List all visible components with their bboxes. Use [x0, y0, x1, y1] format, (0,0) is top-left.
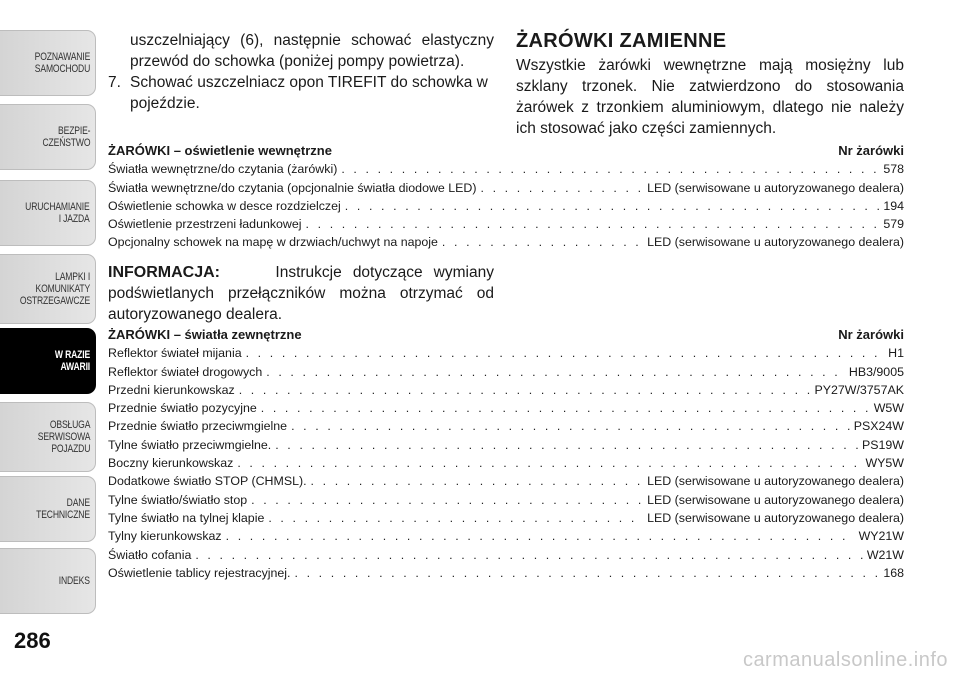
- row-value: PY27W/3757AK: [814, 382, 904, 397]
- table-header-left: ŻARÓWKI – oświetlenie wewnętrzne: [108, 143, 332, 158]
- row-value: LED (serwisowane u autoryzowanego dealera): [647, 492, 904, 507]
- table-row: [108, 363, 904, 381]
- row-label: Reflektor świateł drogowych: [108, 364, 263, 379]
- table-header: [108, 142, 904, 160]
- tab-label: W RAZIE AWARII: [54, 349, 90, 373]
- row-value: WY5W: [865, 456, 904, 471]
- row-label: Przedni kierunkowskaz: [108, 382, 235, 397]
- row-value: 194: [883, 198, 904, 213]
- row-label: Tylny kierunkowskaz: [108, 529, 222, 544]
- row-value: W21W: [866, 547, 904, 562]
- row-value: LED (serwisowane u autoryzowanego dealera): [647, 510, 904, 525]
- row-label: Oświetlenie tablicy rejestracyjnej.: [108, 565, 291, 580]
- table-row: [108, 399, 904, 417]
- right-column: [516, 30, 904, 139]
- row-value: 579: [883, 217, 904, 232]
- tab-obsluga-serwisowa[interactable]: [0, 402, 96, 472]
- row-value: HB3/9005: [848, 364, 904, 379]
- tab-dane-techniczne[interactable]: [0, 476, 96, 542]
- table-header: [108, 326, 904, 344]
- tab-label: DANE TECHNICZNE: [36, 497, 90, 521]
- interior-bulbs-table: [108, 142, 904, 252]
- row-label: Przednie światło przeciwmgielne: [108, 419, 288, 434]
- tab-label: INDEKS: [58, 575, 90, 587]
- row-value: LED (serwisowane u autoryzowanego dealera): [647, 180, 904, 195]
- tab-bezpieczenstwo[interactable]: [0, 104, 96, 170]
- tab-label: OBSŁUGA SERWISOWA POJAZDU: [37, 419, 90, 455]
- watermark: carmanualsonline.info: [742, 649, 948, 671]
- row-label: Oświetlenie schowka w desce rozdzielczej: [108, 198, 341, 213]
- row-label: Światła wewnętrzne/do czytania (żarówki): [108, 162, 338, 177]
- info-label: INFORMACJA:: [108, 264, 220, 281]
- info-text: Instrukcje dotyczące wymiany podświetlanych przełączników można otrzymać od autoryzowanego dealera.: [108, 264, 494, 323]
- chapter-sidebar: [0, 0, 100, 678]
- table-header-right: Nr żarówki: [838, 143, 904, 158]
- info-note: [108, 262, 494, 325]
- table-row: [108, 436, 904, 454]
- row-value: PSX24W: [853, 419, 904, 434]
- row-value: H1: [888, 346, 904, 361]
- table-row: [108, 160, 904, 178]
- table-row: [108, 527, 904, 545]
- table-row: [108, 454, 904, 472]
- row-label: Tylne światło na tylnej klapie: [108, 510, 265, 525]
- row-label: Dodatkowe światło STOP (CHMSL).: [108, 474, 307, 489]
- tab-label: POZNAWANIE SAMOCHODU: [34, 51, 90, 75]
- section-title: ŻARÓWKI ZAMIENNE: [516, 30, 727, 52]
- tab-label: BEZPIE- CZEŃSTWO: [42, 125, 90, 149]
- row-label: Boczny kierunkowskaz: [108, 456, 234, 471]
- table-row: [108, 546, 904, 564]
- page-number: 286: [14, 628, 51, 653]
- row-value: W5W: [873, 401, 904, 416]
- step-number: 7.: [108, 74, 121, 91]
- row-label: Tylne światło/światło stop: [108, 492, 248, 507]
- tab-lampki-i-komunikaty[interactable]: [0, 254, 96, 324]
- step-text: Schować uszczelniacz opon TIREFIT do schowka w pojeździe.: [130, 74, 488, 112]
- table-row: [108, 179, 904, 197]
- table-row: [108, 417, 904, 435]
- tab-label: LAMPKI I KOMUNIKATY OSTRZEGAWCZE: [19, 271, 90, 307]
- table-row: [108, 215, 904, 233]
- tab-uruchamianie-i-jazda[interactable]: [0, 180, 96, 246]
- table-row: [108, 472, 904, 490]
- row-label: Światła wewnętrzne/do czytania (opcjonalnie światła diodowe LED): [108, 180, 477, 195]
- table-row: [108, 509, 904, 527]
- section-text: Wszystkie żarówki wewnętrzne mają mosiężny lub szklany trzonek. Nie zatwierdzono do stosowania żarówek z trzonkiem aluminiowym, dlatego nie należy ich stosować jako części zamiennych.: [516, 57, 904, 137]
- continuation-text: uszczelniający (6), następnie schować elastyczny przewód do schowka (poniżej pompy powietrza).: [130, 32, 494, 70]
- row-value: 578: [883, 162, 904, 177]
- tab-indeks[interactable]: [0, 548, 96, 614]
- row-value: PS19W: [861, 437, 904, 452]
- row-value: 168: [883, 565, 904, 580]
- left-column: [108, 30, 494, 114]
- table-row: [108, 197, 904, 215]
- table-row: [108, 491, 904, 509]
- row-label: Reflektor świateł mijania: [108, 346, 242, 361]
- table-header-left: ŻARÓWKI – światła zewnętrzne: [108, 327, 302, 342]
- exterior-bulbs-table: [108, 326, 904, 582]
- tab-poznawanie-samochodu[interactable]: [0, 30, 96, 96]
- row-label: Tylne światło przeciwmgielne.: [108, 437, 272, 452]
- table-header-right: Nr żarówki: [838, 327, 904, 342]
- row-value: WY21W: [858, 529, 904, 544]
- row-value: LED (serwisowane u autoryzowanego dealera): [647, 474, 904, 489]
- row-value: LED (serwisowane u autoryzowanego dealera): [647, 235, 904, 250]
- row-label: Oświetlenie przestrzeni ładunkowej: [108, 217, 302, 232]
- step-item: [108, 72, 494, 114]
- row-label: Opcjonalny schowek na mapę w drzwiach/uchwyt na napoje: [108, 235, 438, 250]
- tab-label: URUCHAMIANIE I JAZDA: [25, 201, 90, 225]
- table-row: [108, 381, 904, 399]
- table-row: [108, 344, 904, 362]
- table-row: [108, 233, 904, 251]
- row-label: Przednie światło pozycyjne: [108, 401, 257, 416]
- tab-w-razie-awarii[interactable]: [0, 328, 96, 394]
- row-label: Światło cofania: [108, 547, 192, 562]
- table-row: [108, 564, 904, 582]
